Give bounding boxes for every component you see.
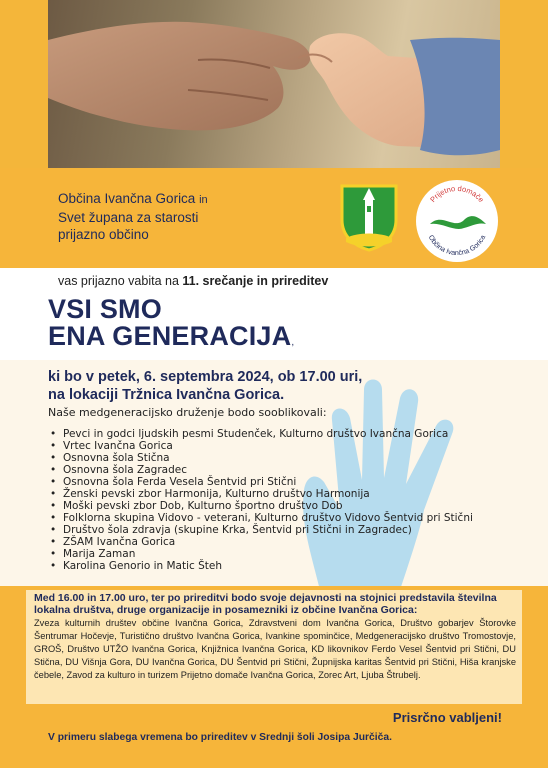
- list-item: • Folklorna skupina Vidovo - veterani, Kulturno društvo Vidovo Šentvid pri Stični: [48, 512, 473, 524]
- list-item: • Pevci in godci ljudskih pesmi Studenček, Kulturno društvo Ivančna Gorica: [48, 428, 473, 440]
- list-item: • Vrtec Ivančna Gorica: [48, 440, 473, 452]
- org-line-2: Svet župana za starosti: [58, 210, 199, 225]
- header-band: [0, 168, 548, 268]
- adult-hand: [48, 22, 310, 131]
- org-name: Občina Ivančna Gorica: [58, 191, 196, 206]
- event-date: ki bo v petek, 6. septembra 2024, ob 17.00 uri,: [48, 369, 363, 385]
- coorganizers-intro: Naše medgeneracijsko druženje bodo sooblikovali:: [48, 406, 327, 419]
- organizers: [58, 190, 308, 243]
- event-title: [48, 296, 294, 356]
- list-item: • ZŠAM Ivančna Gorica: [48, 536, 473, 548]
- prijetno-domace-logo: [416, 180, 498, 262]
- invite-line: [58, 274, 328, 288]
- list-item: • Ženski pevski zbor Harmonija, Kulturno društvo Harmonija: [48, 488, 473, 500]
- logo-text-bottom: Občina Ivančna Gorica: [426, 234, 488, 258]
- list-item: • Društvo šola zdravja (skupine Krka, Šentvid pri Stični in Zagradec): [48, 524, 473, 536]
- list-item: • Osnovna šola Stična: [48, 452, 473, 464]
- invite-lead: vas prijazno vabita na: [58, 274, 179, 288]
- hands-illustration: [48, 0, 500, 168]
- title-line-2: ENA GENERACIJA: [48, 321, 292, 351]
- svg-text:Občina Ivančna Gorica: [427, 234, 487, 257]
- prijetno-domace-logo-icon: [416, 180, 498, 262]
- org-line-3: prijazno občino: [58, 227, 149, 242]
- list-item: • Moški pevski zbor Dob, Kulturno športno društvo Dob: [48, 500, 473, 512]
- stands-list: Zveza kulturnih društev občine Ivančna Gorica, Zdravstveni dom Ivančna Gorica, Društvo gobarjev Štorovke Šentrumar Hočevje, Turistično društvo Ivančna Gorica, Ivankine spominčice, Medgeneracijsko društvo Tromostovje, GROŠ, Društvo UTŽO Ivančna Gorica, Knjižnica Ivančna Gorica, KD likovnikov Ferdo Vesel Šentvid pri Stični, DU Stična, DU Višnja Gora, DU Ivančna Gorica, DU Šentvid pri Stični, Župnijska karitas Šentvid pri Stični, Hiša kranjske čebele, Zavod za kulturo in turizem Prijetno domače Ivančna Gorica, Zorec Art, Ljuba Štrubelj.: [34, 618, 516, 680]
- list-item: • Osnovna šola Zagradec: [48, 464, 473, 476]
- svg-text:Prijetno domače: [428, 184, 485, 204]
- event-location: na lokaciji Tržnica Ivančna Gorica.: [48, 387, 285, 403]
- logo-text-top: Prijetno domače: [428, 183, 486, 205]
- weather-note: V primeru slabega vremena bo prireditev v Srednji šoli Josipa Jurčiča.: [48, 732, 392, 743]
- title-comma: ,: [291, 337, 295, 348]
- list-item: • Karolina Genorio in Matic Šteh: [48, 560, 473, 572]
- org-in: in: [199, 194, 208, 206]
- participants-list: [48, 428, 473, 572]
- hands-photo: [48, 0, 500, 168]
- municipal-coat-of-arms-icon: [340, 184, 398, 252]
- title-line-1: VSI SMO: [48, 294, 162, 324]
- event-number: 11. srečanje in prireditev: [182, 274, 329, 288]
- welcome-text: Prisrčno vabljeni!: [392, 710, 502, 725]
- list-item: • Osnovna šola Ferda Vesela Šentvid pri Stični: [48, 476, 473, 488]
- stands-intro: Med 16.00 in 17.00 uro, ter po prireditvi bodo svoje dejavnosti na stojnici predstavila številna lokalna društva, druge organizacije in posamezniki iz občine Ivančna Gorica:: [34, 592, 497, 616]
- list-item: • Marija Zaman: [48, 548, 473, 560]
- event-when-where: [48, 368, 362, 404]
